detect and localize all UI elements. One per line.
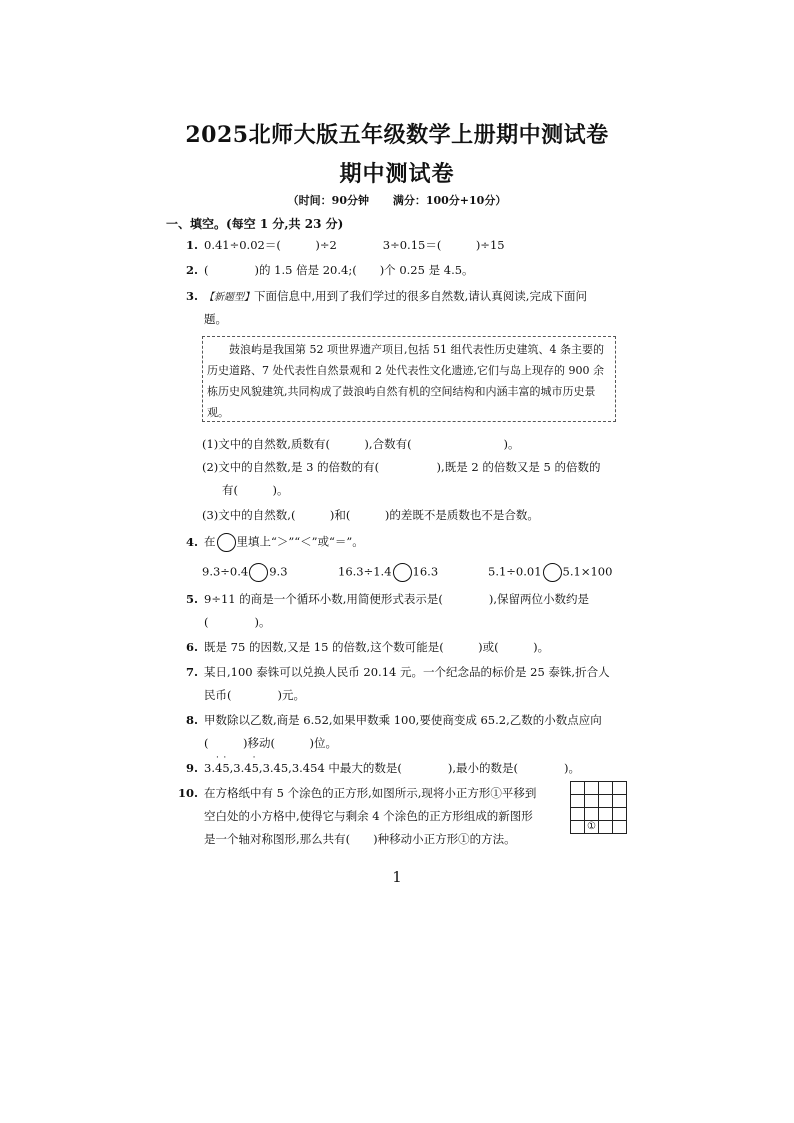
question-text: 某日,100 泰铢可以兑换人民币 20.14 元。一个纪念品的标价是 25 泰铢,折合人 xyxy=(204,665,610,679)
digit: 5 xyxy=(251,761,259,775)
question-text: 既是 75 的因数,又是 15 的倍数,这个数可能是( )或( )。 xyxy=(204,640,550,654)
comparison-circle-input[interactable] xyxy=(393,563,412,582)
new-type-tag: 【新题型】 xyxy=(204,292,254,303)
time-info: （时间：90分钟 xyxy=(287,194,369,207)
question-number: 7. xyxy=(185,665,198,679)
question-number: 6. xyxy=(185,640,198,654)
question-10 xyxy=(178,785,536,801)
question-number: 2. xyxy=(185,263,198,277)
question-8-cont: ( )移动( )位。 xyxy=(204,736,337,750)
score-info: 满分：100分+10分） xyxy=(392,194,507,207)
repeat-dot-icon: · xyxy=(252,753,256,763)
question-7 xyxy=(178,664,610,680)
expr-left: 9.3÷0.4 xyxy=(202,564,249,579)
exam-subtitle: 期中测试卷 xyxy=(339,161,455,187)
question-10-cont1: 空白处的小方格中,使得它与剩余 4 个涂色的正方形组成的新图形 xyxy=(204,809,533,823)
digit: 5 xyxy=(222,761,230,775)
exam-title: 2025北师大版五年级数学上册期中测试卷 xyxy=(185,122,609,148)
question-text: ( )的 1.5 倍是 20.4;( )个 0.25 是 4.5。 xyxy=(204,263,474,277)
question-text: 9÷11 的商是一个循环小数,用简便形式表示是( ),保留两位小数约是 xyxy=(204,592,590,606)
question-8 xyxy=(178,712,602,728)
expr-left: 16.3÷1.4 xyxy=(338,564,392,579)
question-number: 10. xyxy=(178,786,199,800)
expr-left: 5.1÷0.01 xyxy=(488,564,542,579)
repeating-digit xyxy=(222,753,230,776)
comparison-2 xyxy=(338,563,438,582)
square-grid-figure xyxy=(570,781,627,834)
question-3-sub1: (1)文中的自然数,质数有( ),合数有( )。 xyxy=(202,437,520,451)
question-1 xyxy=(178,237,505,253)
number-text: ,3.4 xyxy=(229,761,252,775)
question-9 xyxy=(178,753,581,776)
question-number: 3. xyxy=(185,289,198,303)
question-7-cont: 民币( )元。 xyxy=(204,688,305,702)
comparison-3 xyxy=(488,563,612,582)
question-5 xyxy=(178,591,589,607)
question-text: 在 xyxy=(204,534,216,549)
question-text: 甲数除以乙数,商是 6.52,如果甲数乘 100,要使商变成 65.2,乙数的小数点应向 xyxy=(204,713,602,727)
question-10-cont2: 是一个轴对称图形,那么共有( )种移动小正方形①的方法。 xyxy=(204,832,516,846)
page-number: 1 xyxy=(392,868,402,886)
comparison-circle-input[interactable] xyxy=(249,563,268,582)
reading-passage: 鼓浪屿是我国第 52 项世界遗产项目,包括 51 组代表性历史建筑、4 条主要的历史道路、7 处代表性自然景观和 2 处代表性文化遗迹,它们与岛上现存的 900 余栋历史风貌建筑,共同构成了鼓浪屿自然有机的空间结构和内涵丰富的城市历史景观。 xyxy=(202,336,616,422)
section-heading: 一、填空。(每空 1 分,共 23 分) xyxy=(166,217,344,231)
question-4 xyxy=(178,533,364,552)
exam-info xyxy=(0,192,794,208)
digit: 4 xyxy=(214,761,223,775)
expr-right: 16.3 xyxy=(412,564,439,579)
question-3-sub2: (2)文中的自然数,是 3 的倍数的有( ),既是 2 的倍数又是 5 的倍数的 xyxy=(202,460,601,474)
repeating-digit xyxy=(214,753,223,776)
question-number: 4. xyxy=(185,534,198,549)
comparison-circle-input[interactable] xyxy=(543,563,562,582)
question-text: 在方格纸中有 5 个涂色的正方形,如图所示,现将小正方形①平移到 xyxy=(204,786,537,800)
question-text: 里填上“＞”“＜”或“＝”。 xyxy=(236,534,364,549)
question-3-sub3: (3)文中的自然数,( )和( )的差既不是质数也不是合数。 xyxy=(202,508,539,522)
repeat-dot-icon: · xyxy=(215,753,219,763)
question-3-sub2-cont: 有( )。 xyxy=(222,483,289,497)
question-3 xyxy=(178,288,587,306)
question-number: 8. xyxy=(185,713,198,727)
repeating-digit xyxy=(251,753,259,776)
question-text: 0.41÷0.02＝( )÷2 3÷0.15＝( )÷15 xyxy=(204,238,505,252)
repeat-dot-icon: · xyxy=(223,753,227,763)
question-text: 下面信息中,用到了我们学过的很多自然数,请认真阅读,完成下面问 xyxy=(254,289,587,303)
question-2 xyxy=(178,262,474,278)
expr-right: 5.1×100 xyxy=(562,564,613,579)
comparison-1 xyxy=(202,563,288,582)
circle-blank-icon xyxy=(217,533,236,552)
number-text: 3. xyxy=(204,761,215,775)
question-text: ,3.45,3.454 中最大的数是( ),最小的数是( )。 xyxy=(258,761,581,775)
question-number: 1. xyxy=(185,238,198,252)
question-number: 9. xyxy=(185,761,198,775)
question-6 xyxy=(178,639,549,655)
grid-label-1: ① xyxy=(585,821,599,834)
question-5-cont: ( )。 xyxy=(204,615,271,629)
expr-right: 9.3 xyxy=(269,564,288,579)
question-number: 5. xyxy=(185,592,198,606)
question-3-cont: 题。 xyxy=(204,312,227,326)
